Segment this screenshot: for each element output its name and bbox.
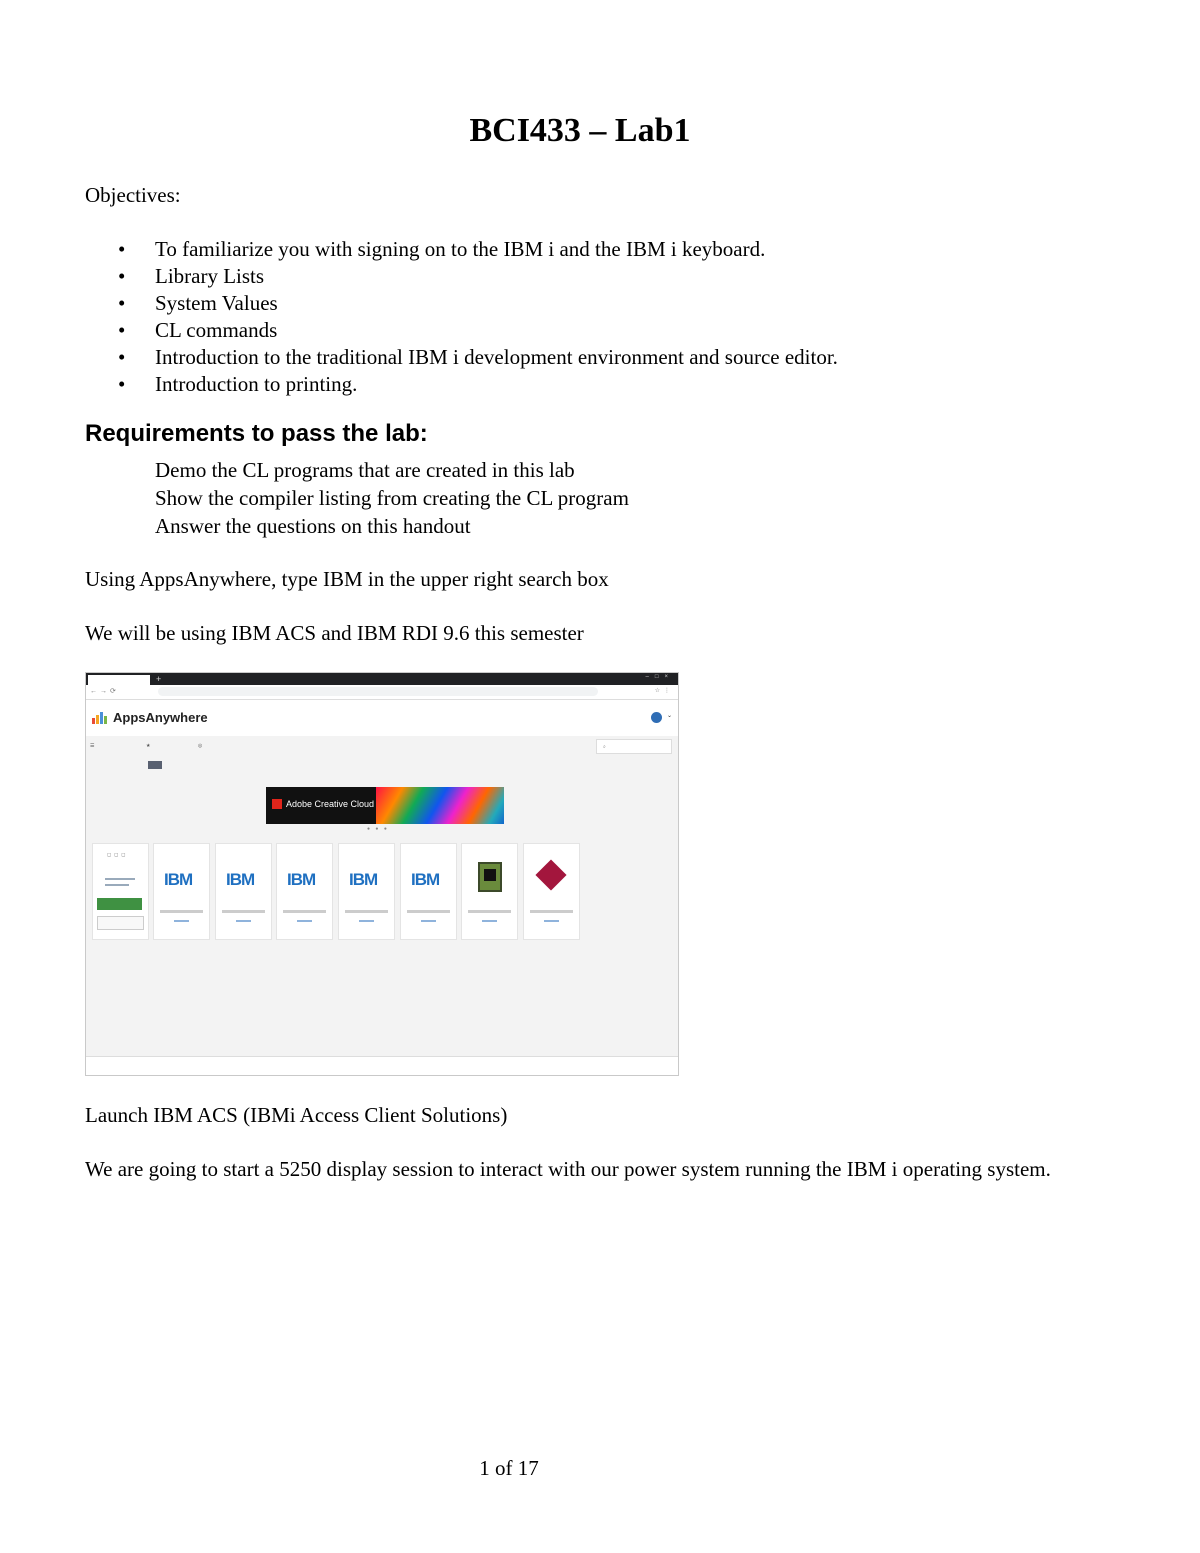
list-item: • To familiarize you with signing on to the IBM i and the IBM i keyboard. xyxy=(118,237,766,261)
filter-icon: ☰ xyxy=(90,743,95,749)
app-detail-card xyxy=(92,843,149,940)
url-field xyxy=(158,687,598,696)
list-item: • System Values xyxy=(118,291,278,315)
grid-icon: ◎ xyxy=(198,743,203,749)
appsanywhere-logo-icon xyxy=(92,712,106,724)
appsanywhere-screenshot xyxy=(85,672,679,1076)
app-header xyxy=(86,700,678,736)
banner-text: Adobe Creative Cloud xyxy=(286,799,375,809)
carousel-dots-icon: ● ● ● xyxy=(367,826,389,832)
app-card xyxy=(461,843,518,940)
app-card xyxy=(400,843,457,940)
list-item: Show the compiler listing from creating the CL program xyxy=(155,486,629,510)
more-info-button xyxy=(97,916,144,930)
objectives-list xyxy=(85,236,838,398)
bullet-icon: • xyxy=(118,237,126,261)
app-logo-icon xyxy=(535,859,566,890)
ibm-logo-icon: IBM xyxy=(411,870,440,889)
list-item: • Introduction to the traditional IBM i development environment and source editor. xyxy=(118,345,838,369)
status-bar xyxy=(86,1056,678,1075)
appsanywhere-instruction: Using AppsAnywhere, type IBM in the upper right search box xyxy=(85,567,609,591)
bullet-icon: • xyxy=(118,372,126,396)
avatar xyxy=(651,712,662,723)
session-paragraph: We are going to start a 5250 display session to interact with our power system running the IBM i operating system. xyxy=(85,1157,1051,1181)
app-card xyxy=(523,843,580,940)
list-item: • Introduction to printing. xyxy=(118,372,358,396)
banner-artwork xyxy=(376,787,504,824)
list-item: Demo the CL programs that are created in this lab xyxy=(155,458,575,482)
app-card xyxy=(153,843,210,940)
new-tab-icon: + xyxy=(156,674,162,684)
requirements-list xyxy=(155,456,629,540)
page-number: 1 of 17 xyxy=(479,1456,539,1480)
card-tools-icons: ◻◻◻ xyxy=(107,852,129,858)
list-item: • CL commands xyxy=(118,318,278,342)
app-card xyxy=(338,843,395,940)
bullet-icon: • xyxy=(118,291,126,315)
bullet-icon: • xyxy=(118,318,126,342)
objectives-label: Objectives: xyxy=(85,183,181,207)
app-brand: AppsAnywhere xyxy=(113,710,208,725)
filter-bar xyxy=(86,739,678,755)
star-icon: ★ xyxy=(146,743,151,749)
ibm-logo-icon: IBM xyxy=(287,870,316,889)
search-tag xyxy=(148,761,162,769)
adobe-logo-icon xyxy=(272,799,282,809)
bullet-icon: • xyxy=(118,345,126,369)
bullet-icon: • xyxy=(118,264,126,288)
terminal-icon xyxy=(478,862,502,892)
window-controls-icon: –□× xyxy=(645,674,674,680)
app-card xyxy=(215,843,272,940)
browser-tab xyxy=(88,675,150,685)
ibm-logo-icon: IBM xyxy=(226,870,255,889)
app-card xyxy=(276,843,333,940)
chevron-down-icon: ⌄ xyxy=(666,713,672,719)
ibm-logo-icon: IBM xyxy=(164,870,193,889)
requirements-heading: Requirements to pass the lab: xyxy=(85,420,428,447)
address-bar xyxy=(86,685,678,700)
launch-instruction: Launch IBM ACS (IBMi Access Client Solutions) xyxy=(85,1103,508,1127)
search-input: ⌕ xyxy=(596,739,672,754)
browser-tools-icons: ☆⋮ xyxy=(654,688,674,694)
software-note: We will be using IBM ACS and IBM RDI 9.6 this semester xyxy=(85,621,584,645)
list-item: Answer the questions on this handout xyxy=(155,514,471,538)
list-item: • Library Lists xyxy=(118,264,265,288)
ibm-logo-icon: IBM xyxy=(349,870,378,889)
launch-button xyxy=(97,898,142,910)
browser-tab-bar xyxy=(86,673,678,685)
navigation-icons: ←→⟳ xyxy=(90,688,119,695)
promo-banner xyxy=(266,787,504,824)
page-title: BCI433 – Lab1 xyxy=(469,112,691,149)
